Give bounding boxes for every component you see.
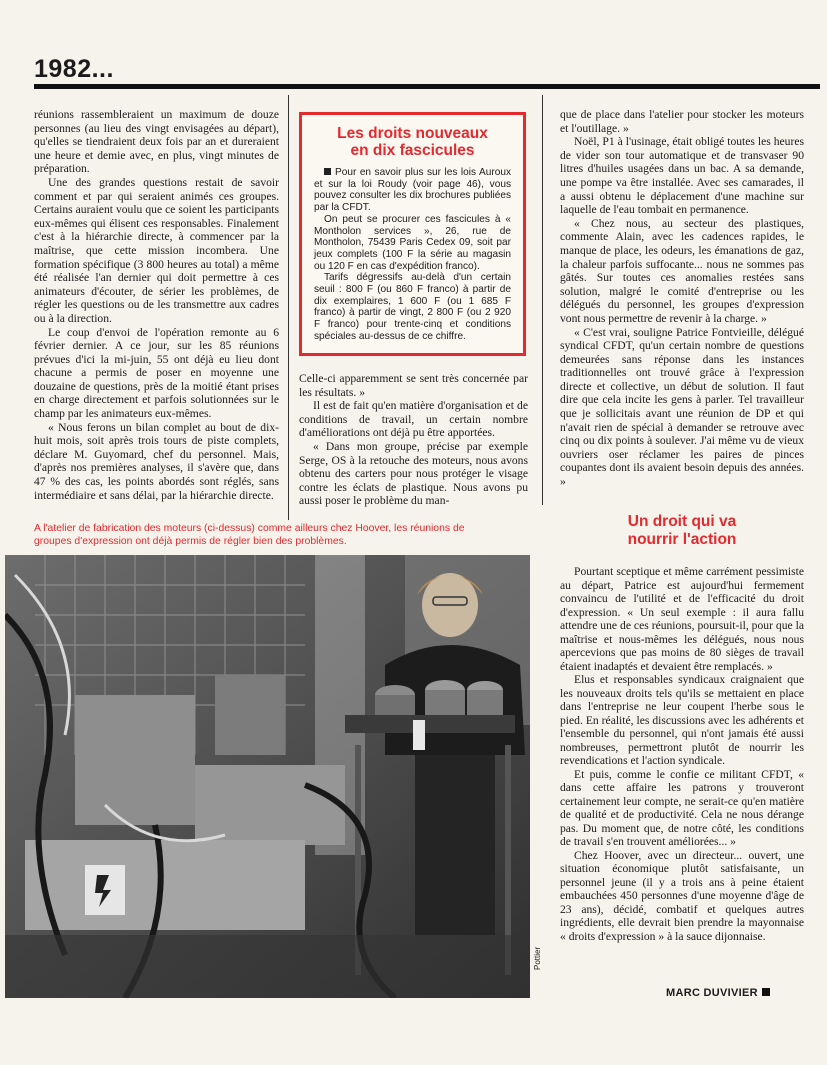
section-subhead xyxy=(560,513,804,549)
sidebar-box-title xyxy=(314,125,511,159)
column-3-top xyxy=(560,108,804,489)
sidebar-box-body xyxy=(314,167,511,343)
paragraph: Pourtant sceptique et même carrément pessimiste au départ, Patrice est aujourd'hui fermement convaincu de l'utilité et de l'efficacité du droit d'expression. « Un seul exemple : il aura fallu attendre une de ces réunions, poursuit-il, pour que la maîtrise et nous-mêmes les délégués, nous nous apercevions que pas moins de 80 sièges de travail étaient inadaptés et devaient être remplacés. » xyxy=(560,565,804,673)
page-header-title: 1982... xyxy=(34,55,114,83)
subhead-line: Un droit qui va xyxy=(627,513,737,530)
paragraph: Tarifs dégressifs au-delà d'un certain seuil : 800 F (ou 860 F franco) à partir de dix exemplaires, 1 600 F (ou 1 685 F franco) à partir de vingt, 2 800 F (ou 2 920 F franco) pour trente-cinq et conditions spéciales au-dessus de ce chiffre. xyxy=(314,272,511,342)
paragraph: « Nous ferons un bilan complet au bout de dix-huit mois, soit après trois tours de piste complets, déclare M. Guyomard, chef du personnel. Mais, d'après nos premières analyses, il s'avère que, dans 47 % des cas, les points abordés sont réglés, sans intermédiaire et sans délai, par la hiérarchie directe. xyxy=(34,420,279,502)
author-name: MARC DUVIVIER xyxy=(666,987,758,999)
paragraph: que de place dans l'atelier pour stocker les moteurs et l'outillage. » xyxy=(560,108,804,135)
caption-line: groupes d'expression ont déjà permis de régler bien des problèmes. xyxy=(34,535,347,547)
factory-photo xyxy=(5,555,530,998)
subhead-line: nourrir l'action xyxy=(627,531,737,548)
paragraph: Pour en savoir plus sur les lois Auroux et sur la loi Roudy (voir page 46), vous pouvez consulter les dix brochures publiées par la CFDT. xyxy=(314,167,511,214)
paragraph: Et puis, comme le confie ce militant CFDT, « dans cette affaire les patrons y trouveront certainement leur compte, ne serait-ce qu'en matière de qualité et de productivité. Cela ne nous dérange pas. Du moment que, de notre côté, les conditions de travail s'en trouvent améliorées... » xyxy=(560,767,804,848)
paragraph: Celle-ci apparemment se sent très concernée par les résultats. » xyxy=(299,372,528,399)
column-3-bottom xyxy=(560,565,804,943)
column-divider xyxy=(288,95,289,520)
sidebar-box-title-line: Les droits nouveaux xyxy=(337,125,488,142)
column-2 xyxy=(299,372,528,508)
photo-credit: Pottier xyxy=(533,946,542,970)
factory-photo-illustration xyxy=(5,555,530,998)
sidebar-box xyxy=(299,112,526,356)
sidebar-box-title-line: en dix fascicules xyxy=(350,142,475,159)
paragraph: réunions rassembleraient un maximum de douze personnes (au lieu des vingt envisagées au départ), qu'elles se tiendraient deux fois par an et dureraient une heure et demie avec, en plus, vingt minutes de préparation. xyxy=(34,108,279,176)
header-rule xyxy=(34,84,820,89)
column-divider xyxy=(542,95,543,505)
author-signature xyxy=(666,987,770,999)
paragraph: « Chez nous, au secteur des plastiques, commente Alain, avec les cadences rapides, le manque de place, les odeurs, les émanations de gaz, la chaleur parfois suffocante... nous ne sommes pas gâtés. Sur toutes ces anomalies restées sans solution, malgré le comité d'entreprise ou les délégués du personnel, les groupes d'expression vont nous permettre de revenir à la charge. » xyxy=(560,216,804,325)
paragraph: « C'est vrai, souligne Patrice Fontvieille, délégué syndical CFDT, qu'un certain nombre de questions demeurées sans réponse dans les instances traditionnelles ont trouvé grâce à l'expression directe et collective, un début de solution. Il faut dire que cela incite les gens à parler. Tel travailleur que je sollicitais avant une réunion de DP et qui n'avait rien de spécial à demander se retrouve avec cinq ou dix points à soulever. J'ai même vu de vieux ouvriers oser réclamer les paires de pinces coupantes dont ils avaient besoin depuis des années. » xyxy=(560,325,804,489)
paragraph: Il est de fait qu'en matière d'organisation et de conditions de travail, un certain nombre d'améliorations ont déjà pu être apportées. xyxy=(299,399,528,440)
paragraph: Une des grandes questions restait de savoir comment et par qui seraient animés ces groupes. Certains auraient voulu que ce soient les participants eux-mêmes qui élisent ces responsables. Finalement c'est à la hiérarchie directe, à commencer par la maîtrise, que cette mission incombera. Une formation spécifique (3 800 heures au total) a même été réalisée l'an dernier qui doit permettre à ces animateurs d'écouter, de sérier les problèmes, de régler les questions ou de les transmettre aux cadres ou à la direction. xyxy=(34,175,279,325)
paragraph: Chez Hoover, avec un directeur... ouvert, une situation économique plutôt satisfaisante, un personnel jeune (il y a trois ans à peine étaient embauchées 450 personnes d'une moyenne d'âge de 23 ans), décidé, combatif et quelques autres ingrédients, elle devrait bien prendre la mayonnaise « droits d'expression » à la sauce dijonnaise. xyxy=(560,848,804,943)
paragraph: Elus et responsables syndicaux craignaient que les nouveaux droits tels qu'ils se mettaient en place dans l'entreprise ne leur coupent l'herbe sous le pied. En réalité, les discussions avec les adhérents et l'ensemble du personnel, qui n'ont jamais été aussi nombreuses, permettront plutôt de nourrir les revendications et l'action syndicale. xyxy=(560,673,804,767)
caption-line: A l'atelier de fabrication des moteurs (ci-dessus) comme ailleurs chez Hoover, les réunions de xyxy=(34,523,465,534)
paragraph: Noël, P1 à l'usinage, était obligé toutes les heures de vider son tour automatique et de transvaser 90 litres d'huiles usagées dans un bac. A sa demande, une pompe va être installée. Avec ses camarades, il a aussi obtenu le déplacement d'une machine sur laquelle de l'eau tombait en permanence. xyxy=(560,135,804,217)
paragraph: Le coup d'envoi de l'opération remonte au 6 février dernier. A ce jour, sur les 85 réunions prévues d'ici la mi-juin, 55 ont déjà eu lieu dont chacune a permis de poser en moyenne une douzaine de questions, près de la moitié étant prises en charge directement et parfois solutionnées sur le champ par les animateurs eux-mêmes. xyxy=(34,325,279,421)
square-bullet-icon xyxy=(324,168,331,175)
end-mark-icon xyxy=(762,988,770,996)
paragraph: « Dans mon groupe, précise par exemple Serge, OS à la retouche des moteurs, nous avons obtenu des carters pour nous protéger le visage contre les éclats de plastique. Nous avons pu aussi poser le problème du man- xyxy=(299,439,528,508)
photo-caption xyxy=(34,523,534,548)
paragraph: On peut se procurer ces fascicules à « Montholon services », 26, rue de Montholon, 75439 Paris Cedex 09, soit par jeux complets (100 F la série au magasin ou 120 F en cas d'expédition franco). xyxy=(314,213,511,272)
column-1 xyxy=(34,108,279,502)
